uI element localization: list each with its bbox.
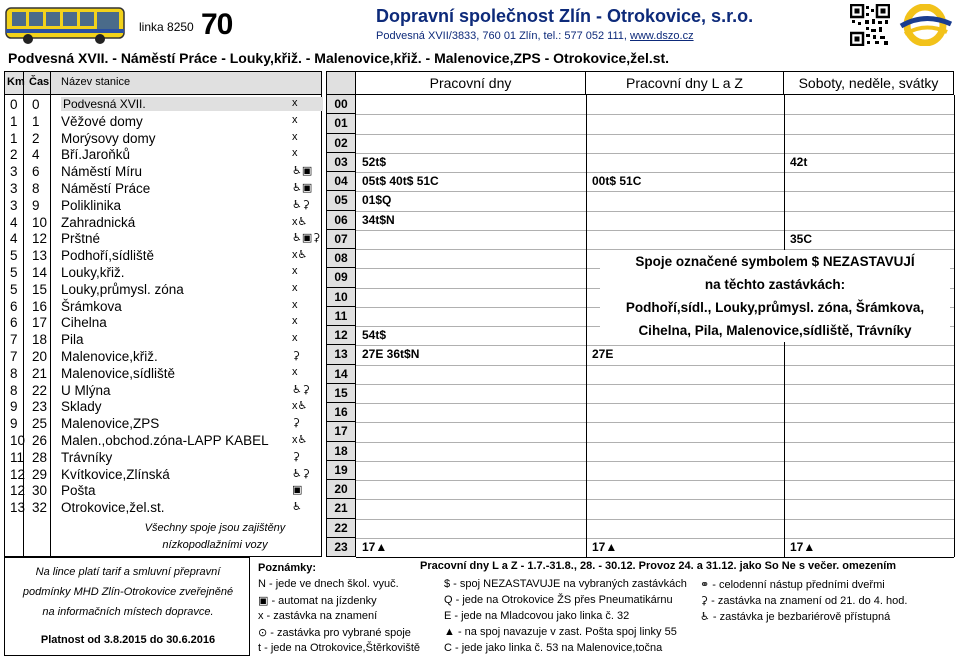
note-item: C - jede jako linka č. 53 na Malenovice,točna [444,642,663,654]
grid-row-line [356,442,954,443]
stop-row [4,315,322,332]
notice-line: na těchto zastávkách: [704,277,846,292]
stop-time: 12 [32,231,48,247]
grid-row-line [356,384,954,385]
stop-symbols: x [292,97,298,109]
station-name-header: Název stanice [61,76,131,88]
note-item: E - jede na Mladcovou jako linka č. 32 [444,610,630,622]
company-address [376,30,694,42]
col-header-weekend: Soboty, neděle, svátky [784,71,954,95]
stop-symbols: x [292,281,298,294]
hour-cell: 07 [326,230,356,249]
stop-symbols: ♿▣⚳ [292,232,321,245]
hour-cell: 19 [326,461,356,480]
grid-row-line [356,365,954,366]
stop-symbols: ♿⚳ [292,198,310,211]
stop-name: Podvesná XVII. [61,97,323,111]
stop-row [4,114,322,131]
tariff-text [12,562,244,622]
stop-time: 4 [32,147,40,163]
stop-time: 18 [32,332,48,348]
stop-row [4,198,322,215]
stop-km: 5 [10,265,18,280]
stop-symbols: ♿ [292,501,302,514]
hour-cell: 18 [326,442,356,461]
stop-symbols: x♿ [292,400,308,413]
notice-line: Cihelna, Pila, Malenovice,sídliště, Trávníky [638,323,912,338]
stop-symbols: x [292,332,298,345]
tariff-line1: Na lince platí tarif a smluvní přepravní [35,566,221,578]
departure-times: 42t [790,154,808,169]
stop-km: 7 [10,349,18,364]
stop-time: 1 [32,113,40,129]
stop-time: 14 [32,265,48,280]
stop-name: Cihelna [61,315,107,331]
hour-cell: 08 [326,249,356,268]
stop-km: 3 [10,164,18,180]
stop-name: U Mlýna [61,382,111,398]
stop-km: 6 [10,298,18,314]
stop-name: Náměstí Práce [61,181,151,196]
km-header: Km [7,76,25,88]
bus-illustration [4,4,128,46]
hour-cell: 22 [326,519,356,538]
stop-name: Věžové domy [61,113,143,129]
grid-row-line [356,422,954,423]
col-header-weekdays: Pracovní dny [356,71,586,95]
stop-time: 8 [32,181,40,196]
grid-row-line [356,499,954,500]
stop-time: 13 [32,248,48,264]
hour-cell: 03 [326,153,356,172]
stop-row [4,450,322,467]
note-item: Q - jede na Otrokovice ŽS přes Pneumatikárnu [444,594,673,606]
grid-row-line [356,461,954,462]
stop-time: 30 [32,483,48,499]
stop-name: Sklady [61,399,102,415]
stop-name: Otrokovice,žel.st. [61,500,165,516]
departure-times: 05t$ 40t$ 51C [362,174,439,188]
stop-name: Prštné [61,231,101,247]
note-item: ⊙ - zastávka pro vybrané spoje [258,627,411,639]
hour-cell: 10 [326,288,356,307]
stop-name: Louky,průmysl. zóna [61,281,184,297]
stop-name: Zahradnická [61,214,136,230]
note-item: N - jede ve dnech škol. vyuč. [258,578,399,590]
stops-table-header [4,71,322,95]
stop-km: 3 [10,197,18,213]
hour-cell: 12 [326,326,356,345]
stop-row [4,97,322,114]
grid-row-line [356,403,954,404]
stop-time: 32 [32,500,48,516]
stop-time: 26 [32,433,48,448]
departure-times: 27E 36t$N [362,347,420,362]
stop-row [4,383,322,400]
stop-row [4,147,322,164]
notes-title: Poznámky: [258,562,317,574]
stop-km: 11 [10,449,25,465]
stop-name: Malenovice,sídliště [61,365,176,381]
low-floor-note [110,520,320,554]
stop-km: 1 [10,113,18,129]
note-item: ⚳ - zastávka na znamení od 21. do 4. hod. [700,595,908,607]
low-floor-note-line1: Všechny spoje jsou zajištěny [144,522,286,534]
grid-row-line [356,211,954,212]
stop-time: 2 [32,130,40,146]
stop-km: 1 [10,130,18,146]
stop-name: Poliklinika [61,197,122,213]
hour-cell: 15 [326,384,356,403]
hour-cell: 04 [326,172,356,191]
note-item: ▣ - automat na jízdenky [258,595,377,607]
notice-line: Podhoří,sídl., Louky,průmysl. zóna, Šrámkova, [625,300,925,315]
stop-row [4,131,322,148]
stop-symbols: ♿⚳ [292,467,310,480]
stop-symbols: ♿⚳ [292,383,310,396]
stop-km: 10 [10,433,26,448]
stop-km: 12 [10,466,26,482]
grid-row-line [356,191,954,192]
stop-symbols: x [292,265,298,277]
note-item: ▲ - na spoj navazuje v zast. Pošta spoj linky 55 [444,626,677,638]
stop-symbols: x [292,130,298,143]
stop-time: 15 [32,281,48,297]
stop-row [4,399,322,416]
stop-symbols: ⚳ [292,417,301,430]
stop-symbols: x [292,113,298,126]
validity-period: Platnost od 3.8.2015 do 30.6.2016 [40,634,216,646]
stop-symbols: x [292,298,298,311]
departure-times: 01$Q [362,193,392,208]
hour-column-header [326,71,356,95]
qr-code-icon [850,4,890,46]
grid-row-line [356,538,954,539]
stop-km: 5 [10,281,18,297]
tariff-line3: na informačních místech dopravce. [42,606,214,618]
hour-cell: 21 [326,499,356,518]
departure-times: 00t$ 51C [592,174,642,188]
hour-cell: 06 [326,211,356,230]
company-website-link[interactable]: www.dszo.cz [630,30,694,42]
hour-cell: 02 [326,134,356,153]
stop-symbols: ⚳ [292,450,301,463]
grid-row-line [356,153,954,154]
stop-row [4,483,322,500]
stop-symbols: x♿ [292,249,308,262]
stop-name: Trávníky [61,449,113,465]
stop-row [4,282,322,299]
stop-symbols: ▣ [292,484,303,497]
stop-row [4,181,322,198]
stop-name: Kvítkovice,Zlínská [61,466,170,482]
stop-symbols: ♿▣ [292,165,313,178]
stop-row [4,433,322,450]
departure-times: 54t$ [362,328,387,342]
grid-row-line [356,519,954,520]
stop-time: 21 [32,365,48,381]
stop-time: 28 [32,449,48,465]
stop-row [4,215,322,232]
low-floor-note-line2: nízkopodlažními vozy [162,539,268,551]
stop-km: 0 [10,97,18,112]
notes-heading: Pracovní dny L a Z - 1.7.-31.8., 28. - 30.12. Provoz 24. a 31.12. jako So Ne s večer. omezením [420,560,897,572]
stop-name: Malenovice,ZPS [61,416,160,432]
stop-symbols: x [292,147,298,160]
grid-row-line [356,230,954,231]
stop-km: 9 [10,399,18,415]
col-divider-right [954,95,955,557]
stop-symbols: x♿ [292,434,308,446]
hour-cell: 16 [326,403,356,422]
hour-cell: 20 [326,480,356,499]
stop-name: Louky,křiž. [61,265,125,280]
stop-row [4,164,322,181]
line-number: 70 [201,8,233,41]
stop-symbols: ⚳ [292,350,301,362]
stop-symbols: ♿▣ [292,182,313,194]
stop-time: 29 [32,466,48,482]
hour-cell: 00 [326,95,356,114]
stop-time: 6 [32,164,40,180]
hour-cell: 05 [326,191,356,210]
tariff-line2: podmínky MHD Zlín-Otrokovice zveřejněné [22,586,234,598]
stop-row [4,416,322,433]
stop-row [4,332,322,349]
departure-times: 17▲ [790,539,816,554]
departure-times: 52t$ [362,154,387,169]
hour-cell: 01 [326,114,356,133]
stop-time: 16 [32,298,48,314]
stop-row [4,299,322,316]
hour-cell: 13 [326,345,356,364]
departure-times: 17▲ [362,539,388,554]
stop-row [4,467,322,484]
stop-row [4,265,322,282]
hour-cell: 11 [326,307,356,326]
stop-km: 8 [10,365,18,381]
departure-times: 17▲ [592,539,618,554]
stop-name: Náměstí Míru [61,164,143,180]
stop-name: Podhoří,sídliště [61,248,155,264]
stop-time: 10 [32,214,48,230]
note-item: $ - spoj NEZASTAVUJE na vybraných zastávkách [444,578,687,590]
stop-time: 20 [32,349,48,364]
stop-time: 22 [32,382,48,398]
stop-time: 0 [32,97,40,112]
stop-km: 3 [10,181,18,196]
stop-name: Morýsovy domy [61,130,156,146]
grid-bottom [356,557,954,558]
note-item: ♿ - zastávka je bezbariérově přístupná [700,611,891,623]
hour-cell: 14 [326,365,356,384]
col-header-weekdays-lz: Pracovní dny L a Z [586,71,784,95]
departure-times: 27E [592,347,614,362]
stop-name: Pila [61,332,84,348]
hour-cell: 17 [326,422,356,441]
departure-times: 35C [790,231,813,246]
stop-time: 17 [32,315,48,331]
stop-km: 13 [10,500,26,516]
stop-km: 4 [10,231,18,247]
stop-name: Bří.Jaroňků [61,147,131,163]
stop-km: 2 [10,147,18,163]
notice-line: Spoje označené symbolem $ NEZASTAVUJÍ [635,254,915,269]
stop-row [4,366,322,383]
stop-time: 25 [32,416,48,432]
grid-row-line [356,172,954,173]
stop-km: 9 [10,416,18,432]
stop-km: 4 [10,214,18,230]
stop-name: Šrámkova [61,298,122,314]
note-item: x - zastávka na znamení [258,610,378,622]
grid-row-line [356,480,954,481]
stop-name: Pošta [61,483,96,499]
stop-symbols: x [292,315,298,328]
hour-cell: 09 [326,268,356,287]
address-text: Podvesná XVII/3833, 760 01 Zlín, tel.: 577 052 111, [376,30,630,42]
no-stop-notice [600,250,950,342]
company-name: Dopravní společnost Zlín - Otrokovice, s.r.o. [376,6,754,26]
grid-row-line [356,114,954,115]
stop-row [4,349,322,366]
stop-name: Malen.,obchod.zóna-LAPP KABEL [61,433,269,448]
dszo-logo-icon [895,4,955,46]
stop-km: 5 [10,248,18,264]
stop-row [4,500,322,517]
stop-km: 8 [10,382,18,398]
stop-row [4,231,322,248]
note-item: t - jede na Otrokovice,Štěrkoviště [258,642,421,654]
cas-header: Čas [29,76,50,88]
stop-name: Malenovice,křiž. [61,349,158,364]
grid-row-line [356,345,954,346]
route-description: Podvesná XVII. - Náměstí Práce - Louky,křiž. - Malenovice,křiž. - Malenovice,ZPS - Otrokovice,žel.st. [8,50,670,66]
note-item: ⚭ - celodenní nástup předními dveřmi [700,579,885,591]
stop-time: 9 [32,197,40,213]
stop-symbols: x [292,365,298,378]
departure-times: 34t$N [362,212,395,227]
stop-km: 12 [10,483,26,499]
stop-symbols: x♿ [292,215,308,228]
stop-row [4,248,322,265]
stop-km: 6 [10,315,18,331]
line-label: linka 8250 [139,20,194,34]
stop-time: 23 [32,399,48,415]
stop-km: 7 [10,332,18,348]
col-divider-1 [586,95,587,557]
hour-cell: 23 [326,538,356,557]
grid-row-line [356,134,954,135]
